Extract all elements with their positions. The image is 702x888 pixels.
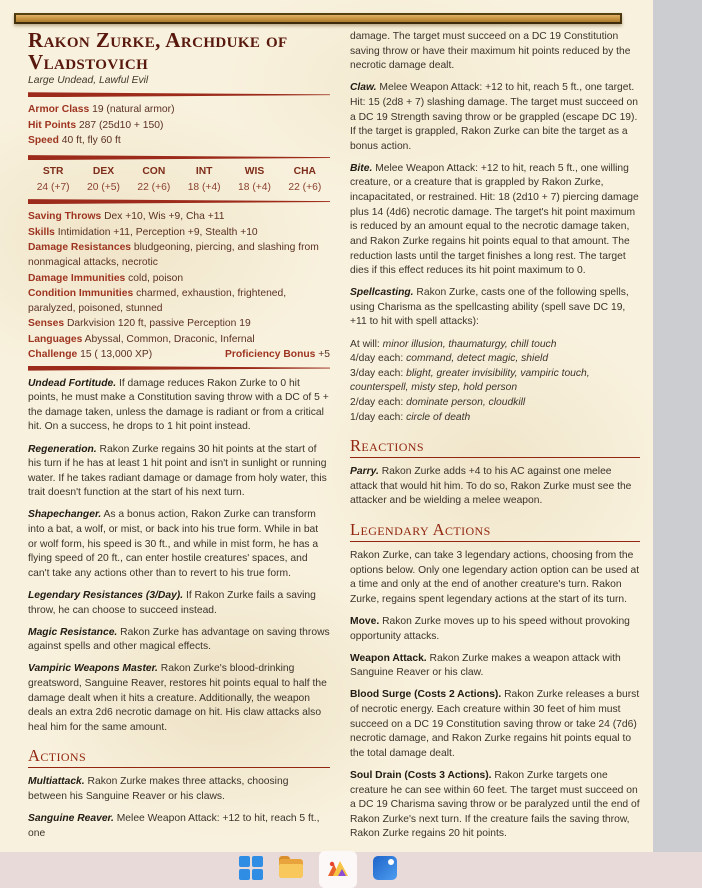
trait-paragraph: Shapechanger. As a bonus action, Rakon Zurke can transform into a bat, a wolf, or mist, or back into his true form. While in bat or wolf form, his speed is 30 ft., and while in mist form, he has a flying speed of 20 ft., can enter hostile creatures' spaces, and can't take any actions other than to revert to his true form. — [28, 509, 319, 579]
trait-paragraph: Undead Fortitude. If damage reduces Rakon Zurke to 0 hit points, he must make a Constitution saving throw with a DC of 5 + the damage taken, unless the damage is radiant or from a critical hit. On a success, he drops to 1 hit point instead. — [28, 377, 329, 433]
action-paragraph: Multiattack. Rakon Zurke makes three attacks, choosing between his Sanguine Reaver or his claws. — [28, 776, 289, 803]
taper-rule — [28, 155, 330, 160]
spell-line: 4/day each: command, detect magic, shield — [350, 353, 549, 365]
challenge-row — [28, 349, 330, 360]
creature-meta: Large Undead, Lawful Evil — [28, 75, 149, 87]
action-paragraph: Bite. Melee Weapon Attack: +12 to hit, reach 5 ft., one willing creature, or a creature that is grappled by Rakon Zurke, incapacitated, or restrained. Hit: 18 (2d10 + 7) piercing damage plus 14 (4d6) necrotic damage. The target's hit point maximum is reduced by an amount equal to the necrotic damage taken, and Rakon Zurke regains hit points equal to that amount. The reduction lasts until the target finishes a long rest. The target dies if this effect reduces its hit point maximum to 0. — [350, 162, 639, 277]
challenge-line: Challenge 15 ( 13,000 XP) — [28, 348, 153, 360]
taper-rule — [28, 92, 330, 97]
viewer-background-gutter — [653, 0, 702, 852]
languages-line: Languages Abyssal, Common, Draconic, Infernal — [28, 333, 255, 345]
file-explorer-button[interactable] — [279, 859, 303, 879]
trait-paragraph: Vampiric Weapons Master. Rakon Zurke's blood-drinking greatsword, Sanguine Reaver, restores hit points equal to half the damage dealt when it hits a creature. Additionally, the weapon deals an extra 2d6 necrotic damage on hit. His claw attacks also heal him for the same amount. — [28, 663, 327, 733]
hit-points-line: Hit Points 287 (25d10 + 150) — [28, 119, 164, 131]
damage-resistances-line: Damage Resistances bludgeoning, piercing, and slashing from nonmagical attacks, necrotic — [28, 242, 319, 268]
spell-line: 2/day each: dominate person, cloudkill — [350, 397, 526, 409]
legendary-action-paragraph: Weapon Attack. Rakon Zurke makes a weapon attack with Sanguine Reaver or his claw. — [350, 652, 621, 679]
armor-class-line: Armor Class 19 (natural armor) — [28, 104, 175, 116]
reaction-paragraph: Parry. Rakon Zurke adds +4 to his AC against one melee attack that would hit him. To do so, Rakon Zurke must see the attacker and be wielding a melee weapon. — [350, 466, 632, 507]
action-paragraph: Spellcasting. Rakon Zurke, casts one of the following spells, using Charisma as the spellcasting ability (spell save DC 19, +11 to hit with spell attacks): — [350, 287, 629, 328]
legendary-action-paragraph: Blood Surge (Costs 2 Actions). Rakon Zurke releases a burst of necrotic energy. Each creature within 30 feet of him must succeed on a DC 19 Constitution saving throw or take 24 (7d6) necrotic damage, and Rakon Zurke regains hit points equal to the total damage dealt. — [350, 689, 640, 759]
taper-rule — [28, 199, 330, 204]
statblock-columns — [28, 28, 640, 850]
action-paragraph: Sanguine Reaver. Melee Weapon Attack: +12 to hit, reach 5 ft., one — [28, 813, 320, 839]
spell-line: 1/day each: circle of death — [350, 411, 471, 423]
proficiency-bonus: Proficiency Bonus +5 — [224, 348, 330, 360]
condition-immunities-line: Condition Immunities charmed, exhaustion, frightened, paralyzed, poisoned, stunned — [28, 288, 287, 314]
photos-app-icon — [326, 856, 350, 880]
actions-heading: Actions — [28, 746, 330, 768]
start-logo-pane — [239, 856, 250, 867]
taskbar-icons — [239, 851, 397, 888]
trait-paragraph: Legendary Resistances (3/Day). If Rakon Zurke fails a saving throw, he can choose to succeed instead. — [28, 589, 316, 616]
blue-app-icon — [388, 859, 394, 865]
start-logo-pane — [252, 856, 263, 867]
spell-line: At will: minor illusion, thaumaturgy, chill touch — [350, 338, 557, 350]
damage-immunities-line: Damage Immunities cold, poison — [28, 272, 184, 284]
page-top-ornament-bar — [14, 13, 622, 24]
legendary-actions-heading: Legendary Actions — [350, 520, 640, 542]
spell-list — [350, 338, 640, 426]
spell-line: 3/day each: blight, greater invisibility, vampiric touch, counterspell, misty step, hold person — [350, 367, 590, 394]
blue-app-button[interactable] — [373, 856, 397, 880]
ability-score-table: STR DEX CON INT WIS CHA 24 (+7) 20 (+5) 22 (+6) 18 (+4) 18 (+4) 22 (+6) — [36, 166, 322, 194]
speed-line: Speed 40 ft, fly 60 ft — [28, 135, 121, 147]
taper-rule — [28, 366, 330, 371]
legendary-action-paragraph: Move. Rakon Zurke moves up to his speed without provoking opportunity attacks. — [350, 616, 630, 642]
saving-throws-line: Saving Throws Dex +10, Wis +9, Cha +11 — [28, 211, 225, 223]
left-column — [28, 28, 330, 850]
legendary-action-paragraph: Soul Drain (Costs 3 Actions). Rakon Zurke targets one creature he can see within 60 feet. The target must succeed on a DC 19 Charisma saving throw or be paralyzed until the end of Rakon Zurke's next turn. If the creature fails the saving throw, Rakon Zurke regains 20 hit points. — [350, 769, 640, 840]
photos-app-button-active[interactable] — [319, 851, 357, 888]
right-column — [350, 28, 640, 850]
action-continuation-paragraph: damage. The target must succeed on a DC 19 Constitution saving throw or have their maximum hit points reduced by the necrotic damage dealt. — [350, 31, 631, 72]
start-button[interactable] — [239, 856, 263, 880]
reactions-heading: Reactions — [350, 436, 640, 458]
start-logo-pane — [252, 869, 263, 880]
action-paragraph: Claw. Melee Weapon Attack: +12 to hit, reach 5 ft., one target. Hit: 15 (2d8 + 7) slashing damage. The target must succeed on a DC 19 Strength saving throw or be grappled (escape DC 19). If the target is grappled, Rakon Zurke can bite the target as a bonus action. — [350, 82, 639, 152]
start-logo-pane — [239, 869, 250, 880]
trait-paragraph: Regeneration. Rakon Zurke regains 30 hit points at the start of his turn if he has at least 1 hit point and isn't in sunlight or running water. If he takes radiant damage or damage from holy water, this trait doesn't function at the start of his next turn. — [28, 443, 327, 499]
legendary-intro-paragraph: Rakon Zurke, can take 3 legendary actions, choosing from the options below. Only one legendary action option can be used at a time and only at the end of another creature's turn. Rakon Zurke, regains spent legendary actions at the start of its turn. — [350, 550, 640, 605]
skills-line: Skills Intimidation +11, Perception +9, Stealth +10 — [28, 226, 258, 238]
trait-paragraph: Magic Resistance. Rakon Zurke has advantage on saving throws against spells and other magical effects. — [28, 626, 330, 653]
senses-line: Senses Darkvision 120 ft, passive Perception 19 — [28, 318, 251, 330]
creature-name: Rakon Zurke, Archduke of Vladstovich — [28, 28, 288, 74]
